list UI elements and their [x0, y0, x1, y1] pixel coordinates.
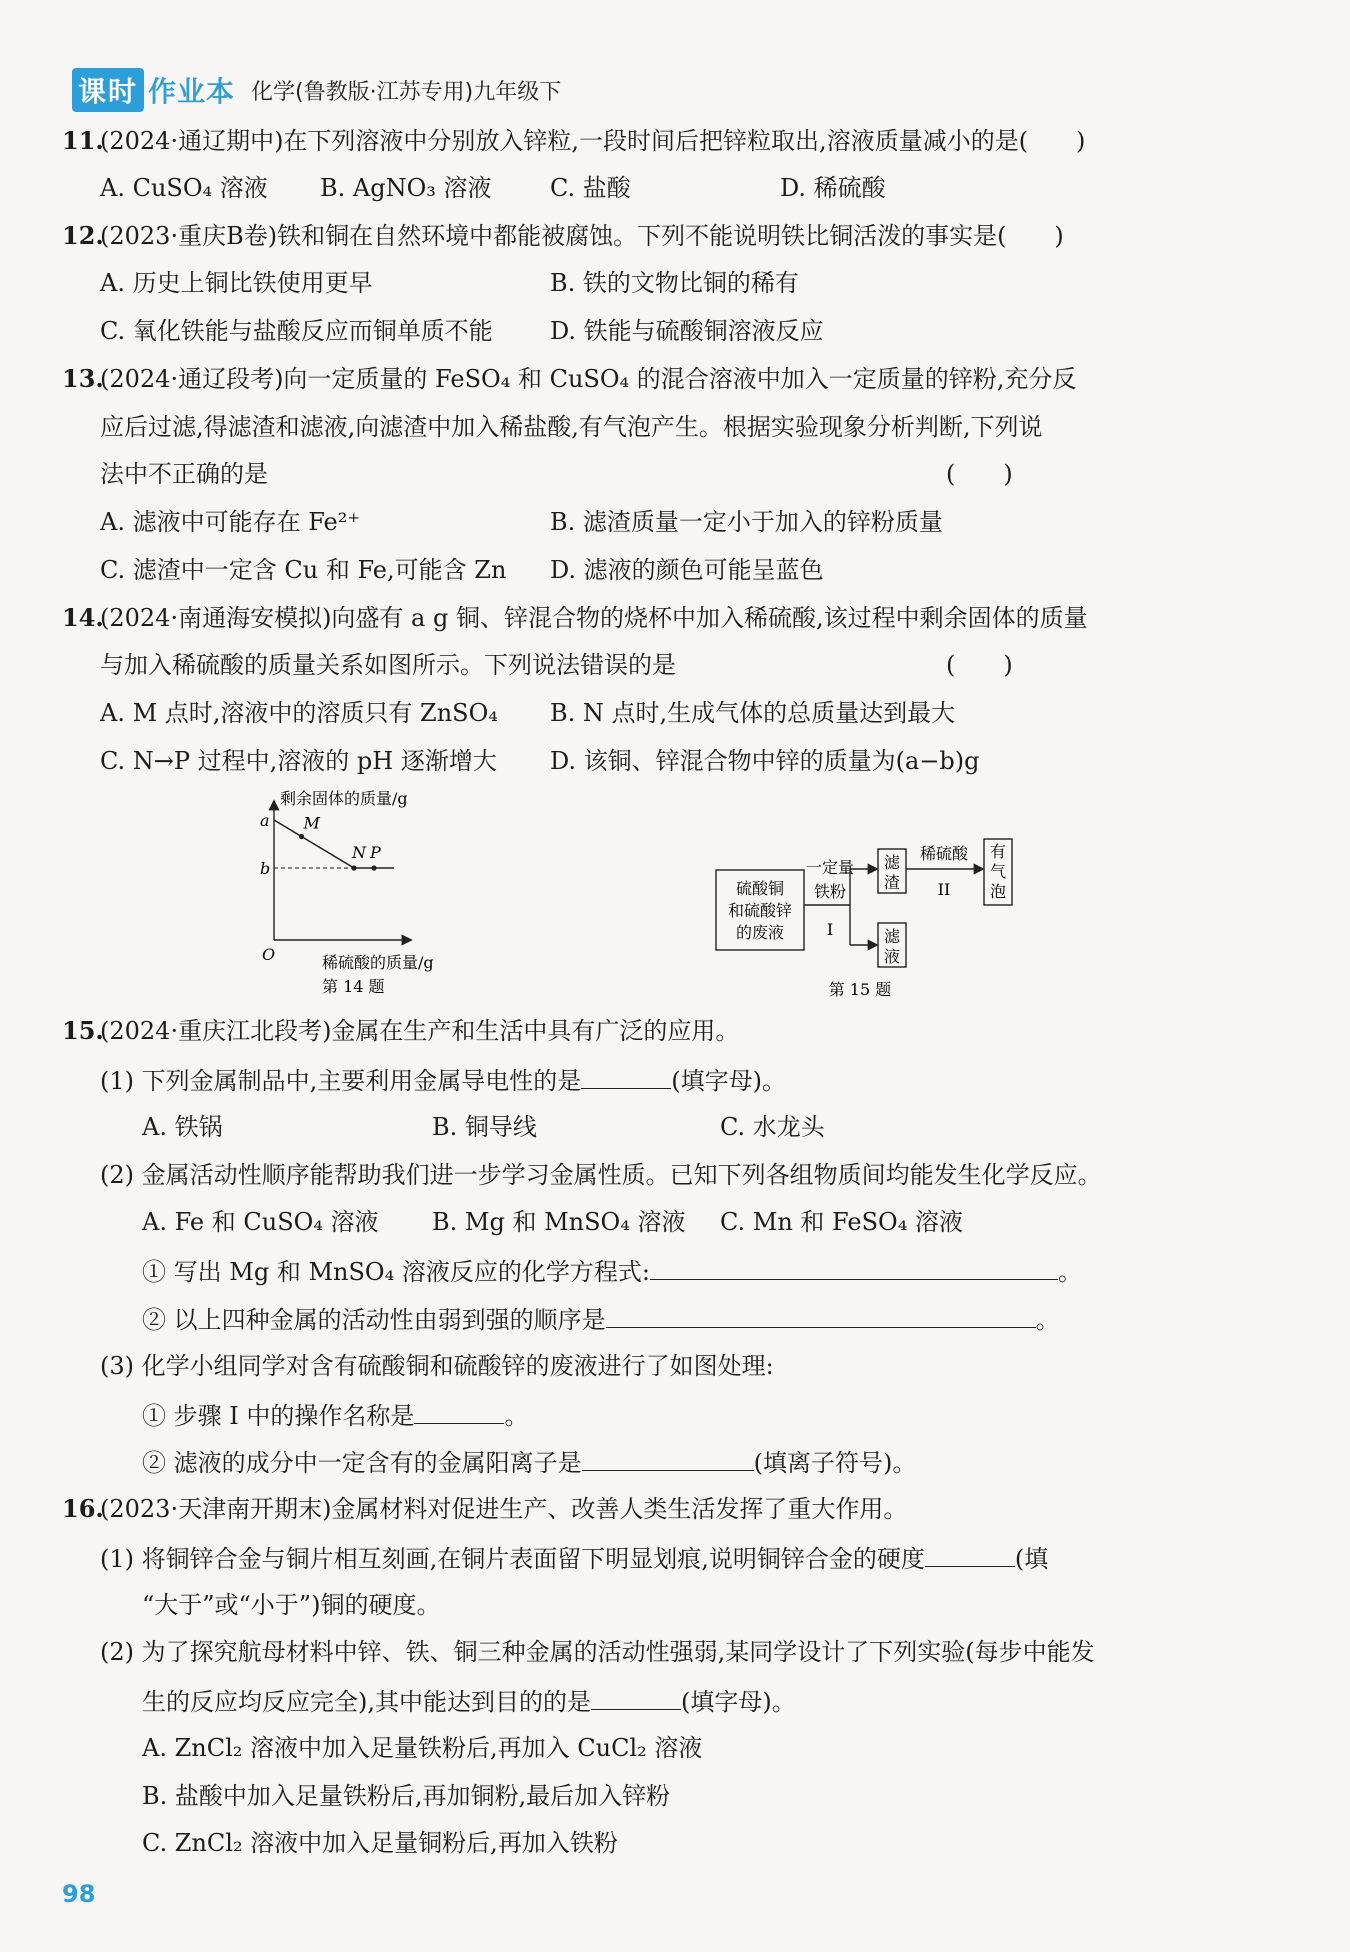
waste-label-2: 和硫酸锌 [727, 901, 793, 920]
q16-part2-line2 [142, 1685, 796, 1717]
q13-option-a: A. 滤液中可能存在 Fe²⁺ [100, 508, 361, 536]
q14-answer-paren: ( ) [946, 651, 1013, 679]
residue-label-2: 渣 [883, 873, 901, 892]
q12-option-b: B. 铁的文物比铜的稀有 [550, 269, 799, 297]
q16-part1-end: (填 [1014, 1545, 1049, 1573]
q15-part1-option-b: B. 铜导线 [432, 1113, 537, 1141]
y-axis-label: 剩余固体的质量/g [280, 790, 408, 808]
point-label-M: M [303, 813, 320, 833]
q15-part2-sub2-period: 。 [1035, 1306, 1060, 1334]
q16-part2-blank[interactable] [591, 1685, 681, 1710]
q11-option-d: D. 稀硫酸 [780, 174, 886, 202]
q11-option-c: C. 盐酸 [550, 174, 631, 202]
point-P [371, 865, 376, 870]
logo-text: 作业本 [148, 75, 236, 108]
q15-part2-sub2-blank[interactable] [606, 1303, 1036, 1328]
q16-number: 16. [62, 1494, 104, 1523]
q16-part1-blank[interactable] [925, 1542, 1015, 1567]
bubble-label-2: 气 [989, 862, 1007, 881]
q16-part2-option-a: A. ZnCl₂ 溶液中加入足量铁粉后,再加入 CuCl₂ 溶液 [142, 1734, 703, 1762]
waste-label-1: 硫酸铜 [735, 879, 785, 898]
q12-stem: (2023·重庆B卷)铁和铜在自然环境中都能被腐蚀。下列不能说明铁比铜活泼的事实是( ) [100, 222, 1064, 250]
q15-part2-sub1 [142, 1255, 1082, 1287]
q12-option-a: A. 历史上铜比铁使用更早 [100, 269, 373, 297]
q13-line3: 法中不正确的是 [100, 460, 268, 488]
bubble-label-3: 泡 [989, 882, 1007, 901]
waste-label-3: 的废液 [735, 923, 785, 942]
q12-option-c: C. 氧化铁能与盐酸反应而铜单质不能 [100, 317, 493, 345]
q15-part1-text: (1) 下列金属制品中,主要利用金属导电性的是 [100, 1067, 582, 1095]
page-number: 98 [62, 1880, 96, 1908]
q13-number: 13. [62, 364, 104, 393]
arrow2-step: II [937, 880, 951, 899]
header-subtitle: 化学(鲁教版·江苏专用)九年级下 [251, 79, 562, 105]
q16-part1-line2: “大于”或“小于”)铜的硬度。 [142, 1591, 441, 1619]
q15-number: 15. [62, 1016, 104, 1045]
q11-stem: (2024·通辽期中)在下列溶液中分别放入锌粒,一段时间后把锌粒取出,溶液质量减小的是( ) [100, 127, 1086, 155]
logo-box: 课时 [72, 68, 144, 112]
q15-part1-blank[interactable] [581, 1064, 671, 1089]
q15-part3-sub2-text: ② 滤液的成分中一定含有的金属阳离子是 [142, 1449, 582, 1477]
q14-option-b: B. N 点时,生成气体的总质量达到最大 [550, 699, 956, 727]
q15-part3-sub1-text: ① 步骤 I 中的操作名称是 [142, 1402, 415, 1430]
q15-caption: 第 15 题 [828, 980, 892, 999]
arrow1-label-2: 铁粉 [813, 882, 847, 901]
q15-part3-sub2-end: (填离子符号)。 [753, 1449, 917, 1477]
q15-part2-option-b: B. Mg 和 MnSO₄ 溶液 [432, 1208, 686, 1236]
y-tick-a: a [260, 811, 270, 830]
residue-label-1: 滤 [883, 853, 901, 872]
q16-part2-option-b: B. 盐酸中加入足量铁粉后,再加铜粉,最后加入锌粉 [142, 1782, 671, 1810]
q16-part1 [100, 1542, 1048, 1574]
q15-part3-sub2-blank[interactable] [582, 1446, 754, 1471]
q15-part2-sub2 [142, 1303, 1060, 1335]
point-label-P: P [370, 843, 381, 862]
q14-option-c: C. N→P 过程中,溶液的 pH 逐渐增大 [100, 747, 497, 775]
q13-option-c: C. 滤渣中一定含 Cu 和 Fe,可能含 Zn [100, 556, 507, 584]
q15-part3-sub1-period: 。 [504, 1402, 529, 1430]
header [72, 70, 561, 110]
q14-option-a: A. M 点时,溶液中的溶质只有 ZnSO₄ [100, 699, 498, 727]
origin-label: O [262, 945, 276, 964]
q13-answer-paren: ( ) [946, 460, 1013, 488]
q15-part2-sub1-blank[interactable] [650, 1255, 1058, 1280]
q14-chart [240, 790, 570, 1010]
y-tick-b: b [260, 859, 271, 878]
point-label-N: N [352, 843, 366, 862]
q14-caption: 第 14 题 [322, 977, 385, 996]
q15-part2-sub2-text: ② 以上四种金属的活动性由弱到强的顺序是 [142, 1306, 606, 1334]
filtrate-label-1: 滤 [883, 927, 901, 946]
filtrate-label-2: 液 [883, 947, 901, 966]
q14-number: 14. [62, 603, 104, 632]
q15-part2-sub1-period: 。 [1057, 1258, 1082, 1286]
arrow1-label-1: 一定量 [805, 858, 855, 877]
q14-option-d: D. 该铜、锌混合物中锌的质量为(a−b)g [550, 747, 980, 775]
q16-part1-text: (1) 将铜锌合金与铜片相互刻画,在铜片表面留下明显划痕,说明铜锌合金的硬度 [100, 1545, 925, 1573]
q13-line2: 应后过滤,得滤渣和滤液,向滤渣中加入稀盐酸,有气泡产生。根据实验现象分析判断,下列说 [100, 413, 1043, 441]
x-axis-label: 稀硫酸的质量/g [322, 953, 434, 972]
q13-option-b: B. 滤渣质量一定小于加入的锌粉质量 [550, 508, 943, 536]
q11-number: 11. [62, 126, 104, 155]
q15-part2-sub1-text: ① 写出 Mg 和 MnSO₄ 溶液反应的化学方程式: [142, 1258, 650, 1286]
arrow2-label: 稀硫酸 [919, 844, 969, 863]
q13-line1: (2024·通辽段考)向一定质量的 FeSO₄ 和 CuSO₄ 的混合溶液中加入一定质量的锌粉,充分反 [100, 365, 1077, 393]
q11-option-a: A. CuSO₄ 溶液 [100, 174, 268, 202]
q15-part1 [100, 1064, 786, 1096]
arrow1-step: I [826, 920, 834, 939]
q12-option-d: D. 铁能与硫酸铜溶液反应 [550, 317, 824, 345]
q15-part2-option-a: A. Fe 和 CuSO₄ 溶液 [142, 1208, 379, 1236]
q16-part2-end: (填字母)。 [681, 1688, 796, 1716]
q13-option-d: D. 滤液的颜色可能呈蓝色 [550, 556, 824, 584]
q16-part2-line2-text: 生的反应均反应完全),其中能达到目的的是 [142, 1688, 591, 1716]
q16-stem: (2023·天津南开期末)金属材料对促进生产、改善人类生活发挥了重大作用。 [100, 1495, 908, 1523]
q16-part2: (2) 为了探究航母材料中锌、铁、铜三种金属的活动性强弱,某同学设计了下列实验(每步中能发 [100, 1638, 1095, 1666]
q15-part2: (2) 金属活动性顺序能帮助我们进一步学习金属性质。已知下列各组物质间均能发生化学反应。 [100, 1161, 1102, 1189]
q15-part1-end: (填字母)。 [671, 1067, 786, 1095]
q15-part3-sub1 [142, 1399, 528, 1431]
q15-part2-option-c: C. Mn 和 FeSO₄ 溶液 [720, 1208, 963, 1236]
q14-line2: 与加入稀硫酸的质量关系如图所示。下列说法错误的是 [100, 651, 676, 679]
q16-part2-option-c: C. ZnCl₂ 溶液中加入足量铜粉后,再加入铁粉 [142, 1829, 618, 1857]
q15-part3: (3) 化学小组同学对含有硫酸铜和硫酸锌的废液进行了如图处理: [100, 1352, 774, 1380]
q15-stem: (2024·重庆江北段考)金属在生产和生活中具有广泛的应用。 [100, 1017, 740, 1045]
bubble-label-1: 有 [989, 842, 1007, 861]
q12-number: 12. [62, 221, 104, 250]
point-N [351, 865, 356, 870]
q14-line1: (2024·南通海安模拟)向盛有 a g 铜、锌混合物的烧杯中加入稀硫酸,该过程中剩余固体的质量 [100, 604, 1088, 632]
q15-flowchart [710, 835, 1070, 1005]
q11-option-b: B. AgNO₃ 溶液 [320, 174, 492, 202]
q15-part1-option-c: C. 水龙头 [720, 1113, 825, 1141]
point-M [299, 834, 304, 839]
q15-part1-option-a: A. 铁锅 [142, 1113, 223, 1141]
q15-part3-sub2 [142, 1446, 916, 1478]
q15-part3-sub1-blank[interactable] [414, 1399, 504, 1424]
